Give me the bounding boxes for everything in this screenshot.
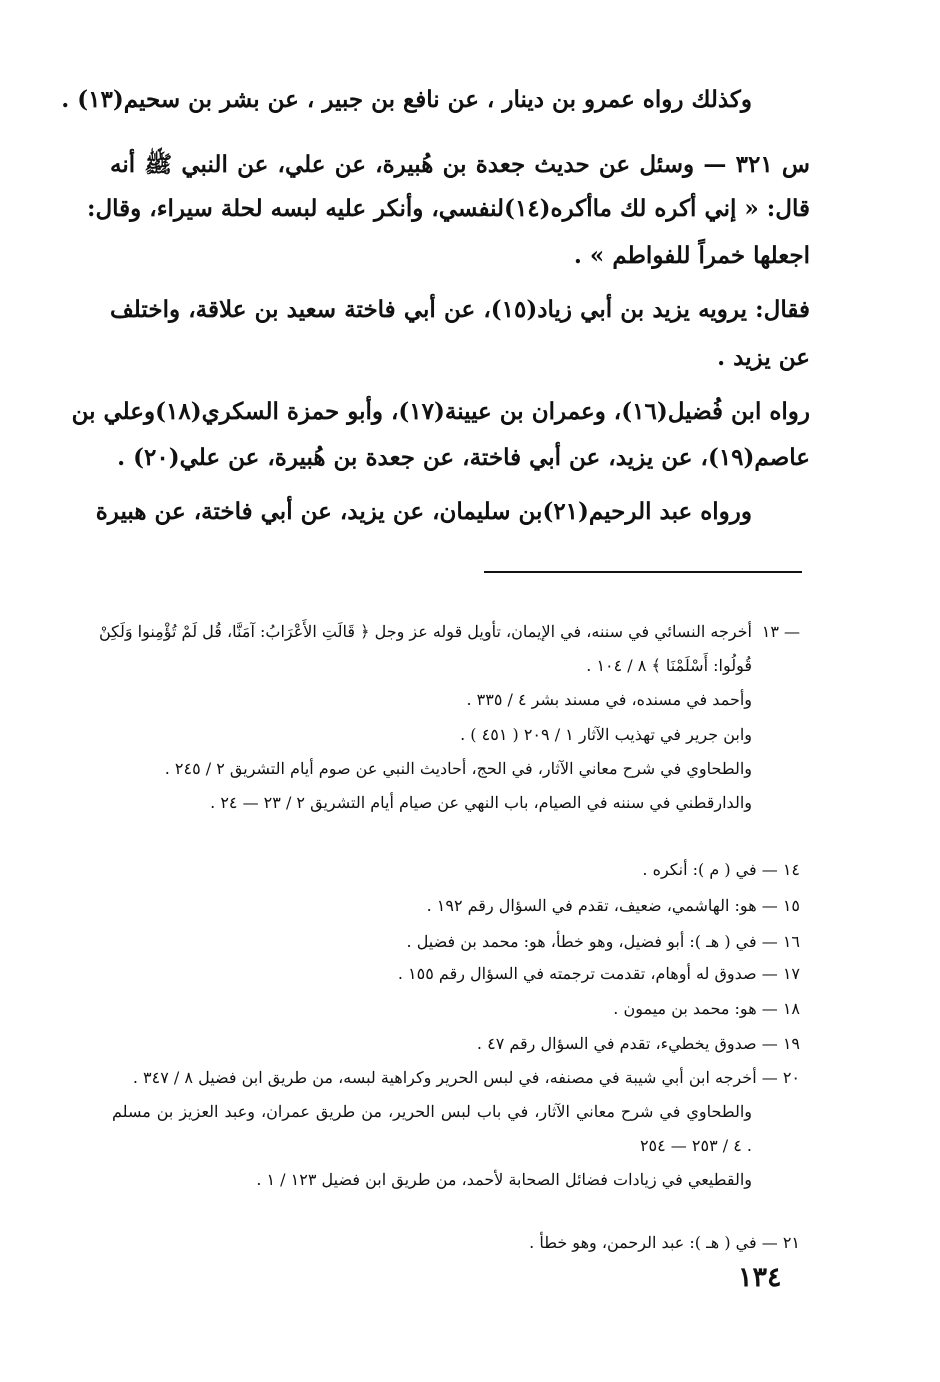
page-number: ١٣٤ — [738, 1262, 782, 1293]
body-line-3: قال: « إني أكره لك ماأكره(١٤)لنفسي، وأنكر عليه لبسه لحلة سيراء، وقال: — [86, 195, 810, 222]
footnote-20-line-4: والقطيعي في زيادات فضائل الصحابة لأحمد، من طريق ابن فضيل ١٢٣ / ١ . — [256, 1170, 752, 1189]
footnote-15: ١٥ — هو: الهاشمي، ضعيف، تقدم في السؤال رقم ١٩٢ . — [426, 896, 800, 915]
footnote-13-line-2: قُولُوا: أَسْلَمْنَا ﴾ ٨ / ١٠٤ . — [586, 656, 752, 675]
body-line-1: وكذلك رواه عمرو بن دينار ، عن نافع بن جبير ، عن بشر بن سحيم(١٣) . — [61, 86, 752, 113]
footnote-14: ١٤ — في ( م ): أنكره . — [642, 860, 800, 879]
footnote-divider — [484, 571, 802, 573]
body-line-2: س ٣٢١ — وسئل عن حديث جعدة بن هُبيرة، عن علي، عن النبي ﷺ أنه — [110, 151, 810, 178]
body-line-5: فقال: يرويه يزيد بن أبي زياد(١٥)، عن أبي فاختة سعيد بن علاقة، واختلف — [110, 296, 811, 323]
body-line-8: عاصم(١٩)، عن يزيد، عن أبي فاختة، عن جعدة بن هُبيرة، عن علي(٢٠) . — [117, 444, 810, 471]
footnote-18: ١٨ — هو: محمد بن ميمون . — [613, 999, 800, 1018]
footnote-21: ٢١ — في ( هـ ): عبد الرحمن، وهو خطأ . — [529, 1233, 800, 1252]
body-line-4: اجعلها خمراً للفواطم » . — [573, 242, 810, 269]
body-line-6: عن يزيد . — [717, 344, 810, 371]
footnote-20-line-1: ٢٠ — أخرجه ابن أبي شيبة في مصنفه، في لبس الحرير وكراهية لبسه، من طريق ابن فضيل ٨ / ٣٤٧ . — [132, 1068, 800, 1087]
body-line-9: ورواه عبد الرحيم(٢١)بن سليمان، عن يزيد، عن أبي فاختة، عن هبيرة — [95, 498, 752, 525]
footnote-20-line-2: والطحاوي في شرح معاني الآثار، في باب لبس الحرير، من طريق عمران، وعبد العزيز بن مسلم — [112, 1102, 752, 1121]
footnote-13-line-5: والطحاوي في شرح معاني الآثار، في الحج، أحاديث النبي عن صوم أيام التشريق ٢ / ٢٤٥ . — [164, 759, 752, 778]
footnote-17: ١٧ — صدوق له أوهام، تقدمت ترجمته في السؤال رقم ١٥٥ . — [397, 964, 800, 983]
footnote-20-line-3: ٤ / ٢٥٣ — ٢٥٤ . — [639, 1136, 752, 1155]
footnote-13-line-4: وابن جرير في تهذيب الآثار ١ / ٢٠٩ ( ٤٥١ ) . — [460, 725, 752, 744]
footnote-13-line-6: والدارقطني في سننه في الصيام، باب النهي عن صيام أيام التشريق ٢ / ٢٣ — ٢٤ . — [210, 793, 752, 812]
footnote-13-line-1: أخرجه النسائي في سننه، في الإيمان، تأويل قوله عز وجل ﴿ قَالَتِ الأَعْرَابُ: آمَنَّا، قُل لَمْ تُؤْمِنوا وَلَكِنْ — [98, 622, 752, 641]
footnote-19: ١٩ — صدوق يخطيء، تقدم في السؤال رقم ٤٧ . — [476, 1034, 800, 1053]
footnote-16: ١٦ — في ( هـ ): أبو فضيل، وهو خطأ، هو: محمد بن فضيل . — [406, 932, 800, 951]
body-line-7: رواه ابن فُضيل(١٦)، وعمران بن عيينة(١٧)، وأبو حمزة السكري(١٨)وعلي بن — [71, 398, 810, 425]
footnote-13-line-3: وأحمد في مسنده، في مسند بشر ٤ / ٣٣٥ . — [466, 690, 752, 709]
footnote-13-number: ١٣ — — [761, 622, 800, 641]
